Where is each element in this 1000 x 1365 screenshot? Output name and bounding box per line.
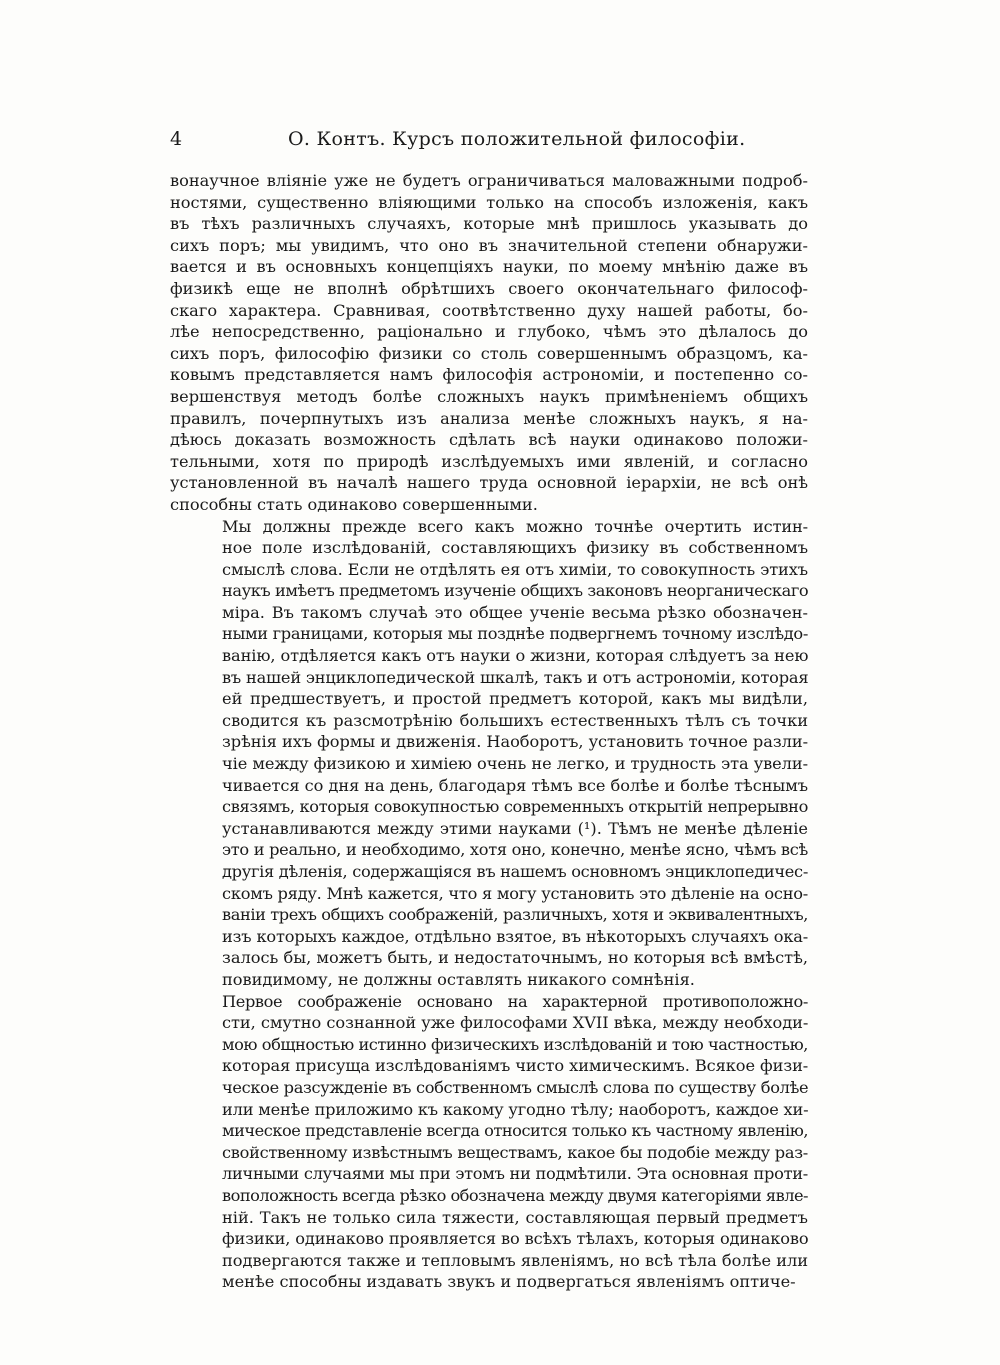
text-line: ваніи трехъ общихъ соображеній, различныхъ, хотя и эквивалентныхъ, xyxy=(222,905,808,925)
text-line: повидимому, не должны оставлять никакого сомнѣнія. xyxy=(222,969,695,989)
body-text xyxy=(170,170,808,1293)
paragraph xyxy=(170,516,808,991)
text-line: ное поле изслѣдованій, составляющихъ физику въ собственномъ xyxy=(222,538,808,558)
text-line: вершенствуя методъ болѣе сложныхъ наукъ примѣненіемъ общихъ xyxy=(170,386,808,406)
running-title: О. Контъ. Курсъ положительной философіи. xyxy=(288,128,746,150)
text-line: сихъ поръ; мы увидимъ, что оно въ значительной степени обнаружи- xyxy=(170,235,808,255)
text-line: или менѣе приложимо къ какому угодно тѣлу; наоборотъ, каждое хи- xyxy=(222,1099,809,1119)
text-line: ными границами, которыя мы позднѣе подвергнемъ точному изслѣдо- xyxy=(222,624,808,644)
text-line: физики, одинаково проявляется во всѣхъ тѣлахъ, которыя одинаково xyxy=(222,1229,809,1249)
text-line: сихъ поръ, философію физики со столь совершеннымъ образцомъ, ка- xyxy=(170,343,808,363)
text-line: ванію, отдѣляется какъ отъ науки о жизни, которая слѣдуетъ за нею xyxy=(222,646,809,666)
text-line: ческое разсужденіе въ собственномъ смыслѣ слова по существу болѣе xyxy=(222,1077,809,1097)
text-line: дѣюсь доказать возможность сдѣлать всѣ науки одинаково положи- xyxy=(170,430,808,450)
text-line: мическое представленіе всегда относится только къ частному явленію, xyxy=(222,1121,808,1141)
text-line: ковымъ представляется намъ философія астрономіи, и постепенно со- xyxy=(170,365,808,385)
text-line: зрѣнія ихъ формы и движенія. Наоборотъ, установить точное разли- xyxy=(222,732,809,752)
text-line: въ тѣхъ различныхъ случаяхъ, которые мнѣ пришлось указывать до xyxy=(170,214,808,234)
text-line: это и реально, и необходимо, хотя оно, конечно, менѣе ясно, чѣмъ всѣ xyxy=(222,840,808,860)
text-line: изъ которыхъ каждое, отдѣльно взятое, въ нѣкоторыхъ случаяхъ ока- xyxy=(222,926,809,946)
paragraph xyxy=(170,170,808,516)
text-line: подвергаются также и тепловымъ явленіямъ, но всѣ тѣла болѣе или xyxy=(222,1250,809,1270)
text-line: мою общностью истинно физическихъ изслѣдованій и тою частностью, xyxy=(222,1034,808,1054)
text-line: Мы должны прежде всего какъ можно точнѣе очертить истин- xyxy=(222,516,808,536)
text-line: скомъ ряду. Мнѣ кажется, что я могу установить это дѣленіе на осно- xyxy=(222,883,808,903)
page-header xyxy=(170,128,810,158)
text-line: физикѣ еще не вполнѣ обрѣтшихъ своего окончательнаго философ- xyxy=(170,278,808,298)
text-line: лѣе непосредственно, раціонально и глубоко, чѣмъ это дѣлалось до xyxy=(170,322,808,342)
text-line: сводится къ разсмотрѣнію большихъ естественныхъ тѣлъ съ точки xyxy=(222,710,808,730)
text-line: которая присуща изслѣдованіямъ чисто химическимъ. Всякое физи- xyxy=(222,1056,809,1076)
text-line: залось бы, можетъ быть, и недостаточнымъ, но которыя всѣ вмѣстѣ, xyxy=(222,948,808,968)
text-line: связямъ, которыя совокупностью современныхъ открытій непрерывно xyxy=(222,797,808,817)
text-line: другія дѣленія, содержащіяся въ нашемъ основномъ энциклопедичес- xyxy=(222,862,808,881)
text-line: міра. Въ такомъ случаѣ это общее ученіе весьма рѣзко обозначен- xyxy=(222,602,808,622)
text-line: менѣе способны издавать звукъ и подвергаться явленіямъ оптиче- xyxy=(222,1272,796,1292)
text-line: скаго характера. Сравнивая, соотвѣтственно духу нашей работы, бо- xyxy=(170,300,808,320)
text-line: личными случаями мы при этомъ ни подмѣтили. Эта основная проти- xyxy=(222,1164,808,1184)
text-line: ній. Такъ не только сила тяжести, составляющая первый предметъ xyxy=(222,1207,808,1227)
page-number: 4 xyxy=(170,128,183,150)
text-line: способны стать одинаково совершенными. xyxy=(170,494,538,514)
text-line: тельными, хотя по природѣ изслѣдуемыхъ ими явленій, и согласно xyxy=(170,451,808,471)
text-line: вонаучное вліяніе уже не будетъ ограничиваться маловажными подроб- xyxy=(170,171,808,190)
text-line: ей предшествуетъ, и простой предметъ которой, какъ мы видѣли, xyxy=(222,689,808,709)
text-line: воположность всегда рѣзко обозначена между двумя категоріями явле- xyxy=(222,1185,808,1205)
text-line: ностями, существенно вліяющими только на способъ изложенія, какъ xyxy=(170,192,808,212)
text-line: свойственному извѣстнымъ веществамъ, какое бы подобіе между раз- xyxy=(222,1142,808,1162)
text-line: наукъ имѣетъ предметомъ изученіе общихъ законовъ неорганическаго xyxy=(222,581,809,601)
text-line: Первое соображеніе основано на характерной противоположно- xyxy=(222,991,808,1011)
paragraph xyxy=(170,991,808,1293)
text-line: установленной въ началѣ нашего труда основной іерархіи, не всѣ онѣ xyxy=(170,473,808,493)
text-line: въ нашей энциклопедической шкалѣ, такъ и отъ астрономіи, которая xyxy=(222,667,809,687)
text-line: смыслѣ слова. Если не отдѣлять ея отъ химіи, то совокупность этихъ xyxy=(222,559,808,579)
text-line: сти, смутно сознанной уже философами XVII вѣка, между необходи- xyxy=(222,1013,809,1033)
text-line: вается и въ основныхъ концепціяхъ науки, по моему мнѣнію даже въ xyxy=(170,257,808,277)
text-line: чивается со дня на день, благодаря тѣмъ все болѣе и болѣе тѣснымъ xyxy=(222,775,809,795)
text-line: правилъ, почерпнутыхъ изъ анализа менѣе сложныхъ наукъ, я на- xyxy=(170,408,808,428)
text-line: чіе между физикою и химіею очень не легко, и трудность эта увели- xyxy=(222,754,808,774)
text-line: устанавливаются между этими науками (¹). Тѣмъ не менѣе дѣленіе xyxy=(222,818,808,838)
